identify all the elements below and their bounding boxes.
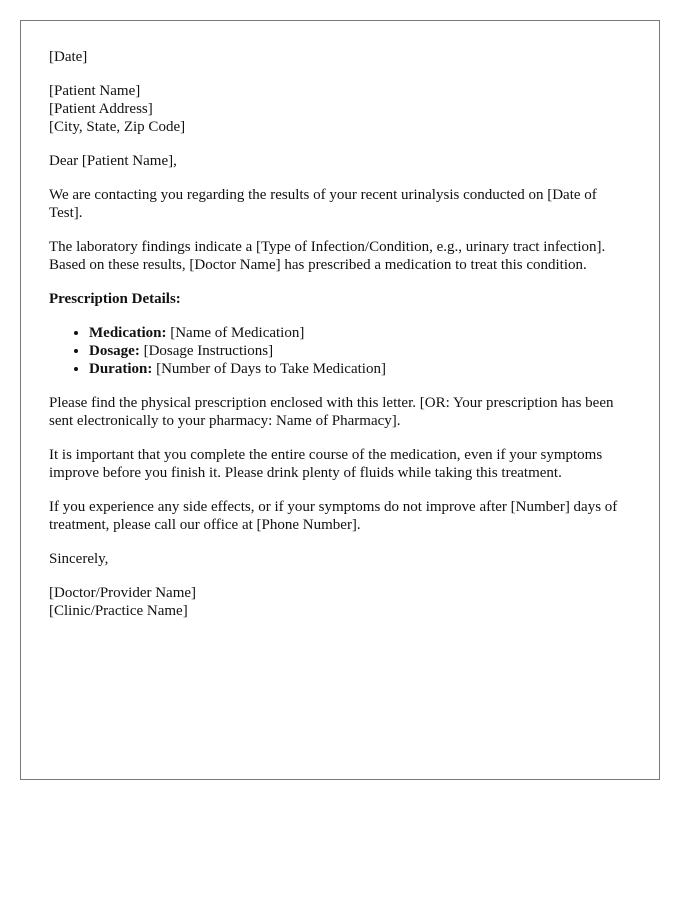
duration-label: Duration: (89, 361, 153, 377)
salutation: Dear [Patient Name], (49, 153, 177, 169)
letter-body (49, 48, 629, 636)
medication-value: [Name of Medication] (166, 325, 305, 341)
prescription-details-heading: Prescription Details: (49, 291, 181, 307)
dosage-value: [Dosage Instructions] (139, 343, 274, 359)
paragraph-side-effects: If you experience any side effects, or if your symptoms do not improve after [Number] days of treatment, please call our office at [Phone Number]. (49, 499, 618, 533)
recipient-address-block (49, 82, 629, 136)
paragraph-lab-findings: The laboratory findings indicate a [Type of Infection/Condition, e.g., urinary tract infection]. Based on these results, [Doctor Name] has prescribed a medication to treat this condition. (49, 239, 606, 273)
paragraph-prescription-enclosed: Please find the physical prescription enclosed with this letter. [OR: Your prescription has been sent electronically to your pharmacy: Name of Pharmacy]. (49, 395, 614, 429)
paragraph-urinalysis-results: We are contacting you regarding the results of your recent urinalysis conducted on [Date of Test]. (49, 187, 597, 221)
prescription-details-list (49, 324, 629, 378)
list-item-medication (89, 324, 629, 342)
clinic-name: [Clinic/Practice Name] (49, 603, 188, 619)
dosage-label: Dosage: (89, 343, 140, 359)
list-item-dosage (89, 342, 629, 360)
letter-page (20, 20, 660, 780)
recipient-name: [Patient Name] (49, 83, 141, 99)
provider-name: [Doctor/Provider Name] (49, 585, 197, 601)
recipient-city-state-zip: [City, State, Zip Code] (49, 119, 186, 135)
medication-label: Medication: (89, 325, 167, 341)
paragraph-complete-course: It is important that you complete the entire course of the medication, even if your symptoms improve before you finish it. Please drink plenty of fluids while taking this treatment. (49, 447, 603, 481)
closing: Sincerely, (49, 551, 109, 567)
signature-block (49, 584, 629, 620)
recipient-address: [Patient Address] (49, 101, 153, 117)
list-item-duration (89, 360, 629, 378)
duration-value: [Number of Days to Take Medication] (152, 361, 386, 377)
letter-date: [Date] (49, 49, 88, 65)
